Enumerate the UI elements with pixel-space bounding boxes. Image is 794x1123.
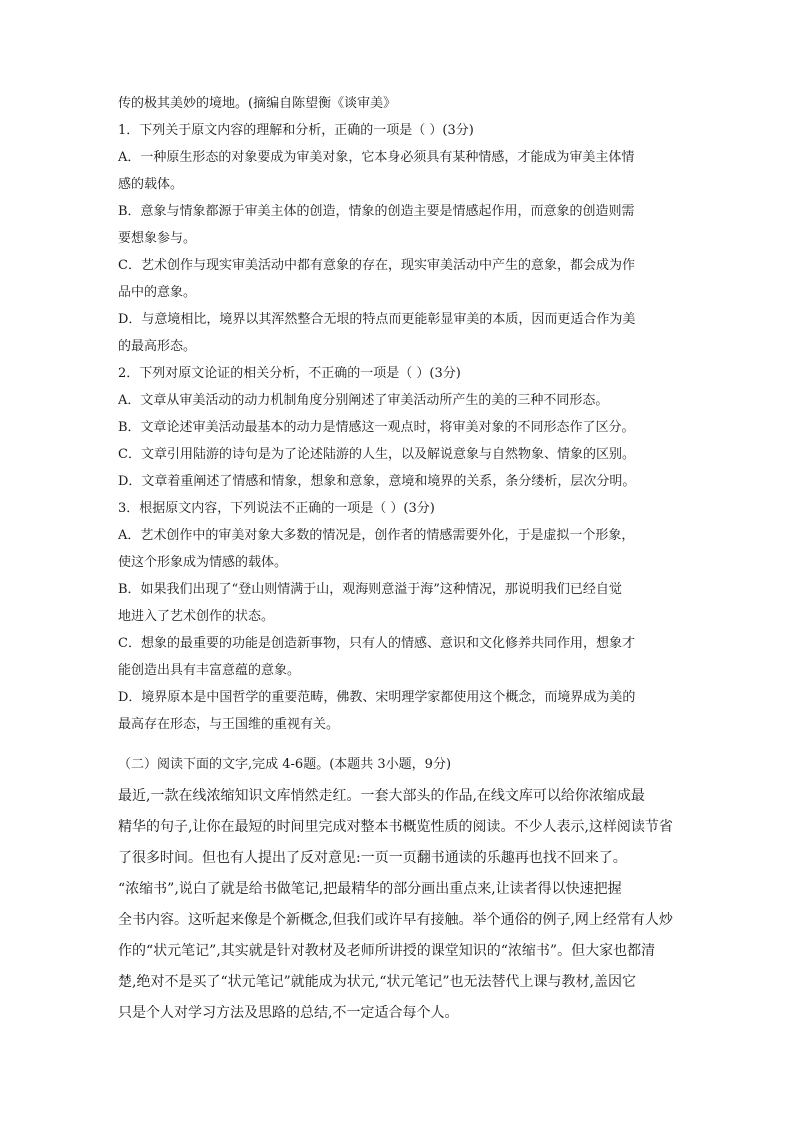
question-2-option-a: A．文章从审美活动的动力机制角度分别阐述了审美活动所产生的美的三种不同形态。	[118, 393, 609, 408]
section-2-heading: （二）阅读下面的文字,完成 4-6题。(本题共 3小题，9分)	[118, 757, 452, 772]
article-para2-line1: “浓缩书”,说白了就是给书做笔记,把最精华的部分画出重点来,让读者得以快速把握	[118, 881, 622, 897]
article-para2-line5: 只是个人对学习方法及思路的总结,不一定适合每个人。	[118, 1005, 459, 1021]
question-1-option-b-cont: 要想象参与。	[118, 231, 197, 246]
question-3-option-a-cont: 使这个形象成为情感的载体。	[118, 555, 288, 570]
question-3-option-b-cont: 地进入了艺术创作的状态。	[118, 609, 275, 624]
question-3-option-c-cont: 能创造出具有丰富意蕴的意象。	[118, 663, 301, 678]
article-para2-line3: 作的“状元笔记”,其实就是针对教材及老师所讲授的课堂知识的“浓缩书”。但大家也都清	[118, 943, 656, 959]
article-para1-line2: 精华的句子,让你在最短的时间里完成对整本书概览性质的阅读。不少人表示,这样阅读节省	[118, 819, 673, 835]
question-1-option-d-cont: 的最高形态。	[118, 339, 197, 354]
question-3-option-c: C．想象的最重要的功能是创造新事物，只有人的情感、意识和文化修养共同作用，想象才	[118, 636, 635, 651]
article-para2-line4: 楚,绝对不是买了“状元笔记”就能成为状元,“状元笔记”也无法替代上课与教材,盖因它	[118, 974, 636, 990]
question-1-option-a-cont: 感的载体。	[118, 177, 184, 192]
question-1-option-b: B．意象与情象都源于审美主体的创造，情象的创造主要是情感起作用，而意象的创造则需	[118, 204, 635, 219]
question-1-stem: 1．下列关于原文内容的理解和分析，正确的一项是（ ）(3分)	[118, 123, 474, 138]
article-para1-line1: 最近,一款在线浓缩知识文库悄然走红。一套大部头的作品,在线文库可以给你浓缩成最	[118, 788, 645, 804]
question-1-option-c: C．艺术创作与现实审美活动中都有意象的存在，现实审美活动中产生的意象，都会成为作	[118, 258, 635, 273]
question-3-option-a: A．艺术创作中的审美对象大多数的情况是，创作者的情感需要外化，于是虚拟一个形象，	[118, 528, 635, 543]
question-2-stem: 2．下列对原文论证的相关分析，不正确的一项是（ ）(3分)	[118, 366, 461, 381]
question-1-option-a: A．一种原生形态的对象要成为审美对象，它本身必须具有某种情感，才能成为审美主体情	[118, 150, 635, 165]
question-3-option-d: D．境界原本是中国哲学的重要范畴，佛教、宋明理学家都使用这个概念，而境界成为美的	[118, 690, 636, 705]
question-2-option-c: C．文章引用陆游的诗句是为了论述陆游的人生，以及解说意象与自然物象、情象的区别。	[118, 447, 635, 462]
passage-source-line: 传的极其美妙的境地。(摘编自陈望衡《谈审美》	[118, 96, 397, 111]
question-3-stem: 3．根据原文内容，下列说法不正确的一项是（ ）(3分)	[118, 501, 435, 516]
question-2-option-b: B．文章论述审美活动最基本的动力是情感这一观点时，将审美对象的不同形态作了区分。	[118, 420, 635, 435]
article-para2-line2: 全书内容。这听起来像是个新概念,但我们或许早有接触。举个通俗的例子,网上经常有人炒	[118, 912, 673, 928]
question-2-option-d: D．文章着重阐述了情感和情象，想象和意象，意境和境界的关系，条分缕析，层次分明。	[118, 474, 636, 489]
article-para1-line3: 了很多时间。但也有人提出了反对意见:一页一页翻书通读的乐趣再也找不回来了。	[118, 850, 627, 866]
question-1-option-d: D．与意境相比，境界以其浑然整合无垠的特点而更能彰显审美的本质，因而更适合作为美	[118, 312, 636, 327]
question-1-option-c-cont: 品中的意象。	[118, 285, 197, 300]
question-3-option-d-cont: 最高存在形态，与王国维的重视有关。	[118, 717, 340, 732]
question-3-option-b: B．如果我们出现了“登山则情满于山，观海则意溢于海”这种情况，那说明我们已经自觉	[118, 582, 622, 597]
